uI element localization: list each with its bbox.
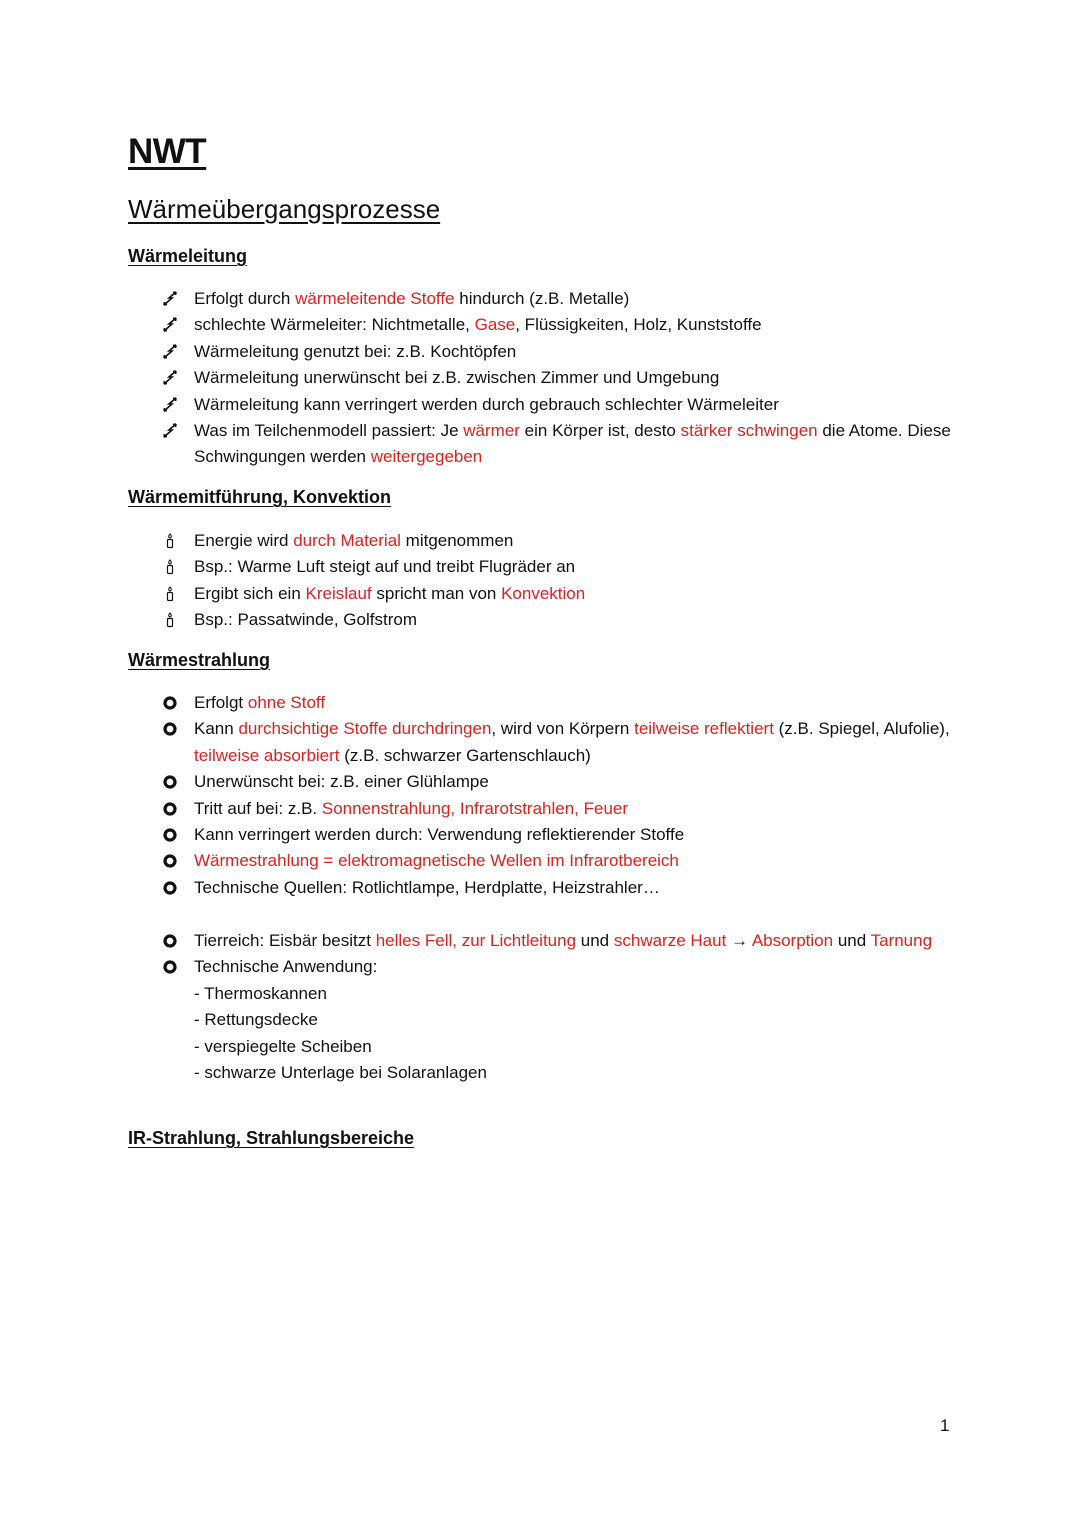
lightning-icon (160, 396, 180, 414)
list-item: Was im Teilchenmodell passiert: Je wärmer ein Körper ist, desto stärker schwingen die Atome. Diese Schwingungen werden weitergegeben (160, 418, 960, 471)
lightning-icon (160, 422, 180, 440)
ring-bullet-icon (160, 720, 180, 738)
list-item: Wärmeleitung genutzt bei: z.B. Kochtöpfen (160, 339, 960, 365)
ring-bullet-icon (160, 852, 180, 870)
lightning-icon (160, 290, 180, 308)
page-number: 1 (940, 1416, 950, 1435)
list-item: Tierreich: Eisbär besitzt helles Fell, zur Lichtleitung und schwarze Haut → Absorption und Tarnung (160, 928, 960, 954)
candle-icon (160, 611, 180, 629)
list-waermestrahlung (160, 690, 960, 901)
ring-bullet-icon (160, 800, 180, 818)
ring-bullet-icon (160, 879, 180, 897)
list-item: Wärmeleitung kann verringert werden durch gebrauch schlechter Wärmeleiter (160, 392, 960, 418)
list-item: Erfolgt durch wärmeleitende Stoffe hindurch (z.B. Metalle) (160, 286, 960, 312)
list-item: Kann verringert werden durch: Verwendung reflektierender Stoffe (160, 822, 960, 848)
list-waermestrahlung-2 (160, 928, 960, 1086)
section-heading-waermestrahlung: Wärmestrahlung (128, 650, 271, 670)
section-heading-ir-strahlung: IR-Strahlung, Strahlungsbereiche (128, 1128, 415, 1148)
sub-item: - verspiegelte Scheiben (194, 1036, 372, 1056)
list-item: Wärmeleitung unerwünscht bei z.B. zwischen Zimmer und Umgebung (160, 365, 960, 391)
list-item: Bsp.: Warme Luft steigt auf und treibt Flugräder an (160, 554, 960, 580)
sub-item: - Rettungsdecke (194, 1010, 318, 1030)
section-heading-konvektion: Wärmemitführung, Konvektion (128, 487, 392, 507)
list-item: Kann durchsichtige Stoffe durchdringen, wird von Körpern teilweise reflektiert (z.B. Spiegel, Alufolie), teilweise absorbiert (z.B. schwarzer Gartenschlauch) (160, 716, 960, 769)
list-item: Erfolgt ohne Stoff (160, 690, 960, 716)
page-title: NWT (128, 132, 207, 171)
ring-bullet-icon (160, 958, 180, 976)
list-item: Technische Anwendung: - Thermoskannen - Rettungsdecke - verspiegelte Scheiben - schwarze Unterlage bei Solaranlagen (160, 954, 960, 1086)
candle-icon (160, 585, 180, 603)
ring-bullet-icon (160, 826, 180, 844)
list-item: Energie wird durch Material mitgenommen (160, 528, 960, 554)
list-item: Unerwünscht bei: z.B. einer Glühlampe (160, 769, 960, 795)
sub-item: - schwarze Unterlage bei Solaranlagen (194, 1063, 487, 1083)
ring-bullet-icon (160, 694, 180, 712)
section-heading-waermeleitung: Wärmeleitung (128, 246, 248, 266)
list-item: Bsp.: Passatwinde, Golfstrom (160, 607, 960, 633)
list-item: Ergibt sich ein Kreislauf spricht man von Konvektion (160, 581, 960, 607)
lightning-icon (160, 316, 180, 334)
ring-bullet-icon (160, 932, 180, 950)
list-waermeleitung (160, 286, 960, 471)
candle-icon (160, 558, 180, 576)
list-konvektion (160, 528, 960, 634)
list-item: Wärmestrahlung = elektromagnetische Wellen im Infrarotbereich (160, 848, 960, 874)
lightning-icon (160, 343, 180, 361)
page-subtitle: Wärmeübergangsprozesse (128, 194, 441, 224)
sub-item: - Thermoskannen (194, 983, 327, 1003)
ring-bullet-icon (160, 773, 180, 791)
lightning-icon (160, 369, 180, 387)
list-item: schlechte Wärmeleiter: Nichtmetalle, Gase, Flüssigkeiten, Holz, Kunststoffe (160, 312, 960, 338)
list-item: Technische Quellen: Rotlichtlampe, Herdplatte, Heizstrahler… (160, 875, 960, 901)
candle-icon (160, 532, 180, 550)
list-item: Tritt auf bei: z.B. Sonnenstrahlung, Infrarotstrahlen, Feuer (160, 796, 960, 822)
